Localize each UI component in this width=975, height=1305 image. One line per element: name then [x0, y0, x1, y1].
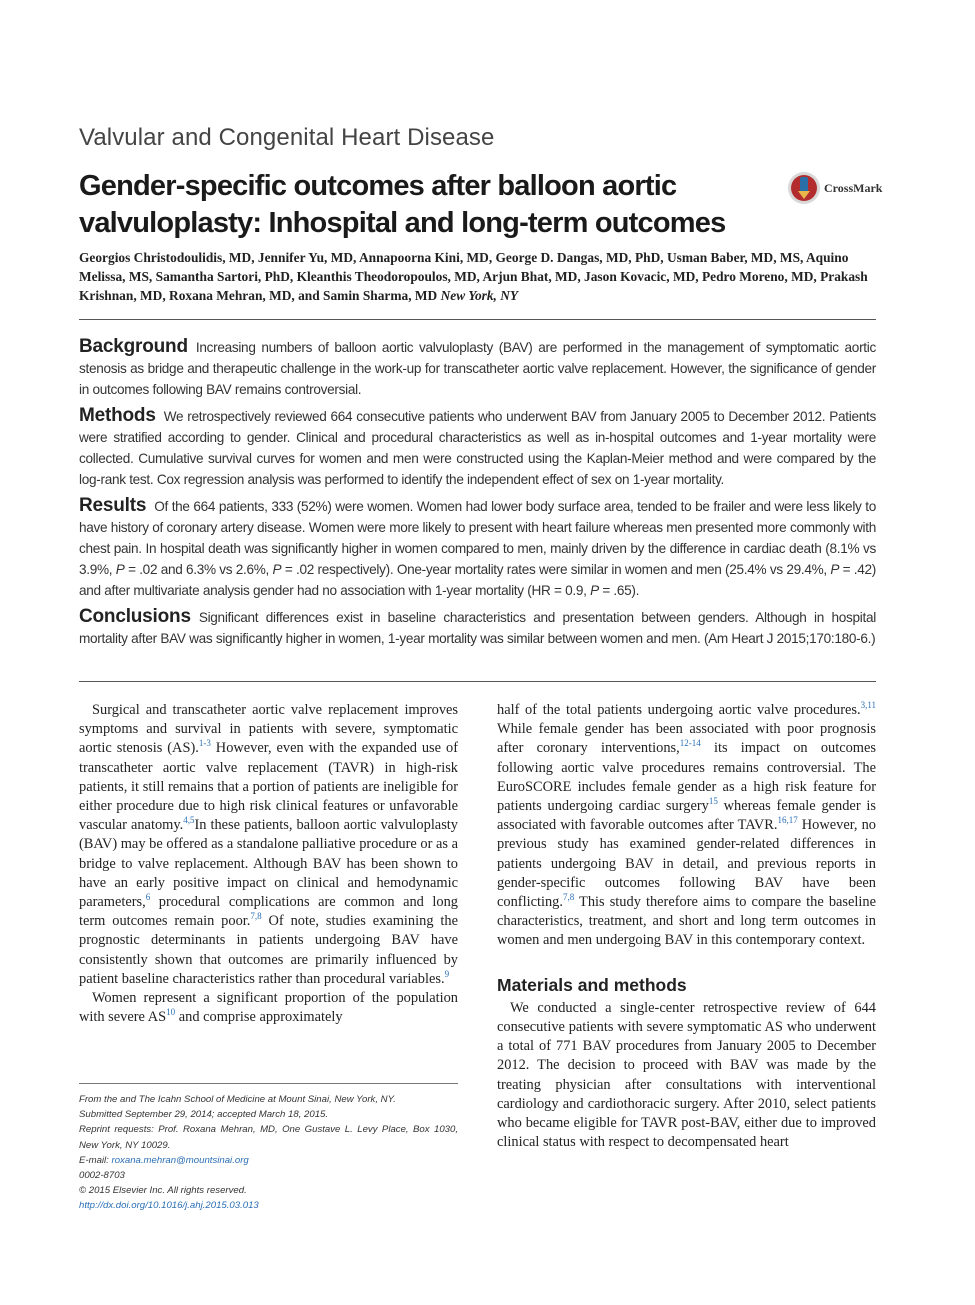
body-text: its impact on outcomes following aortic valve procedures remains controversial. The EuroSCORE includes female gender as a high risk feature for patients undergoing cardiac surgery [497, 740, 876, 815]
abstract-background-heading: Background [79, 336, 188, 357]
footnote-email [79, 1153, 458, 1168]
p-value-symbol: P [590, 583, 599, 598]
footnote-divider [79, 1083, 458, 1084]
body-text: Women represent a significant proportion of the population with severe AS [79, 990, 458, 1026]
citation-link[interactable]: 7,8 [562, 892, 575, 903]
abstract-results-text: = .02 and 6.3% vs 2.6%, [124, 562, 270, 577]
body-paragraph: We conducted a single-center retrospective review of 644 consecutive patients with severe symptomatic AS who underwent a total of 771 BAV procedures from January 2005 to December 2012. The decision to proceed with BAV was made by the treating physician after consultations with interventional cardiology and cardiothoracic surgery. After 2010, select patients who became eligible for TAVR post-BAV, either due to improved clinical status with respect to decompensated heart [497, 999, 876, 1151]
body-paragraph [497, 701, 876, 951]
body-text: Of note, studies examining the prognostic determinants in patients undergoing BAV have consistently shown that outcomes are primarily influenced by patient baseline characteristics rather than procedural variables. [79, 913, 458, 987]
body-text: While female gender has been associated with poor prognosis after coronary interventions, [497, 721, 876, 757]
abstract-results-text: = .42) and after multivariate analysis gender had no association with 1-year mortality (HR = 0.9, [79, 562, 877, 598]
abstract-results-text: Of the 664 patients, 333 (52%) were women. Women had lower body surface area, tended to be frailer and were less likely to have history of coronary artery disease. Women were more likely to present with heart failure whereas men presented more commonly with chest pain. In hospital death was significantly higher in women compared to men, mainly driven by the difference in cardiac death (8.1% vs 3.9%, [79, 499, 876, 577]
citation-link[interactable]: 7,8 [250, 911, 262, 922]
author-list [79, 248, 879, 305]
body-text: half of the total patients undergoing aortic valve procedures. [497, 702, 861, 718]
abstract-conclusions [79, 606, 876, 649]
body-text: However, no previous study has examined gender-related differences in patients undergoing BAV in detail, and previous reports in gender-specific outcomes following BAV have been conflicting. [497, 817, 876, 911]
footnote-email-label: E-mail: [79, 1154, 109, 1166]
abstract-results-text: = .02 respectively). One-year mortality rates were similar in women and men (25.4% vs 29.4%, [281, 562, 827, 577]
crossmark-badge[interactable] [787, 171, 882, 205]
authors-location: New York, NY [440, 288, 519, 303]
body-text: whereas female gender is associated with favorable outcomes after TAVR. [497, 798, 876, 834]
article-title: Gender-specific outcomes after balloon aortic valvuloplasty: Inhospital and long-term outcomes [79, 170, 726, 239]
body-text: However, even with the expanded use of transcatheter aortic valve replacement (TAVR) in high-risk patients, it still remains that a portion of patients are ineligible for either procedure due to high risk clinical features or unfavorable vascular anatomy. [79, 740, 458, 834]
abstract-results [79, 495, 876, 601]
abstract-background [79, 336, 876, 400]
abstract [79, 336, 876, 654]
footnotes [79, 1092, 458, 1214]
body-column-right [497, 701, 876, 1152]
body-text: and comprise approximately [175, 1009, 343, 1026]
citation-link[interactable]: 6 [145, 892, 151, 903]
section-heading-methods: Materials and methods [497, 974, 687, 995]
abstract-methods [79, 405, 876, 490]
abstract-conclusions-text: Significant differences exist in baseline characteristics and presentation between genders. Although in hospital mortality after BAV was significantly higher in women, 1-year mortality was similar between women and men. (Am Heart J 2015;170:180-6.) [79, 610, 876, 646]
body-paragraph [79, 701, 458, 989]
footnote-submitted: Submitted September 29, 2014; accepted March 18, 2015. [79, 1109, 329, 1121]
p-value-symbol: P [272, 562, 282, 577]
journal-section-label: Valvular and Congenital Heart Disease [79, 124, 495, 151]
citation-link[interactable]: 12-14 [679, 738, 701, 749]
crossmark-label: CrossMark [824, 180, 883, 195]
divider-top [79, 319, 876, 320]
abstract-methods-heading: Methods [79, 405, 156, 426]
citation-link[interactable]: 9 [444, 969, 450, 980]
authors-names: Georgios Christodoulidis, MD, Jennifer Yu, MD, Annapoorna Kini, MD, George D. Dangas, MD, PhD, Usman Baber, MD, MS, Aquino Melissa, MS, Samantha Sartori, PhD, Kleanthis Theodoropoulos, MD, Arjun Bhat, MD, Jason Kovacic, MD, Pedro Moreno, MD, Prakash Krishnan, MD, Roxana Mehran, MD, and Samin Sharma, MD [79, 250, 868, 303]
footnote-copyright: © 2015 Elsevier Inc. All rights reserved. [79, 1185, 247, 1197]
citation-link[interactable]: 10 [166, 1007, 176, 1018]
abstract-conclusions-heading: Conclusions [79, 606, 191, 627]
footnote-issn: 0002-8703 [79, 1170, 125, 1182]
email-link[interactable]: roxana.mehran@mountsinai.org [111, 1154, 249, 1166]
body-text: In these patients, balloon aortic valvuloplasty (BAV) may be offered as a standalone palliative procedure or as a bridge to valve replacement. Although BAV has been shown to have an early positive impact on clinical and hemodynamic parameters, [79, 817, 458, 911]
doi-link[interactable]: http://dx.doi.org/10.1016/j.ahj.2015.03.013 [79, 1200, 259, 1212]
body-text: procedural complications are common and long term outcomes remain poor. [79, 894, 458, 930]
citation-link[interactable]: 16,17 [777, 815, 798, 826]
abstract-results-heading: Results [79, 495, 147, 516]
abstract-results-text: = .65). [598, 583, 640, 598]
citation-link[interactable]: 4,5 [183, 815, 195, 826]
p-value-symbol: P [830, 562, 840, 577]
citation-link[interactable]: 3,11 [860, 700, 876, 711]
footnote-reprint: Reprint requests: Prof. Roxana Mehran, MD, One Gustave L. Levy Place, Box 1030, New York, NY 10029. [79, 1124, 458, 1151]
citation-link[interactable]: 1-3 [198, 738, 211, 749]
divider-bottom [79, 681, 876, 682]
abstract-background-text: Increasing numbers of balloon aortic valvuloplasty (BAV) are performed in the management of symptomatic aortic stenosis as bridge and therapeutic challenge in the work-up for transcatheter aortic valve replacement. However, the significance of gender in outcomes following BAV remains controversial. [79, 340, 876, 397]
body-paragraph [79, 989, 458, 1027]
footnote-affiliation: From the and The Icahn School of Medicine at Mount Sinai, New York, NY. [79, 1094, 396, 1105]
citation-link[interactable]: 15 [708, 796, 718, 807]
body-column-left [79, 701, 458, 1027]
abstract-methods-text: We retrospectively reviewed 664 consecutive patients who underwent BAV from January 2005 to December 2012. Patients were stratified according to gender. Clinical and procedural characteristics as well as in-hospital outcomes and 1-year mortality were collected. Cumulative survival curves for women and men were constructed using the Kaplan-Meier method and were compared by the log-rank test. Cox regression analysis was performed to identify the independent effect of sex on 1-year mortality. [79, 409, 876, 487]
body-text: This study therefore aims to compare the baseline characteristics, treatment, and short and long term outcomes in women and men undergoing BAV in this contemporary context. [497, 894, 876, 949]
crossmark-icon [787, 171, 821, 205]
body-text: Surgical and transcatheter aortic valve replacement improves symptoms and survival in patients with severe, symptomatic aortic stenosis (AS). [79, 702, 458, 757]
p-value-symbol: P [115, 562, 125, 577]
